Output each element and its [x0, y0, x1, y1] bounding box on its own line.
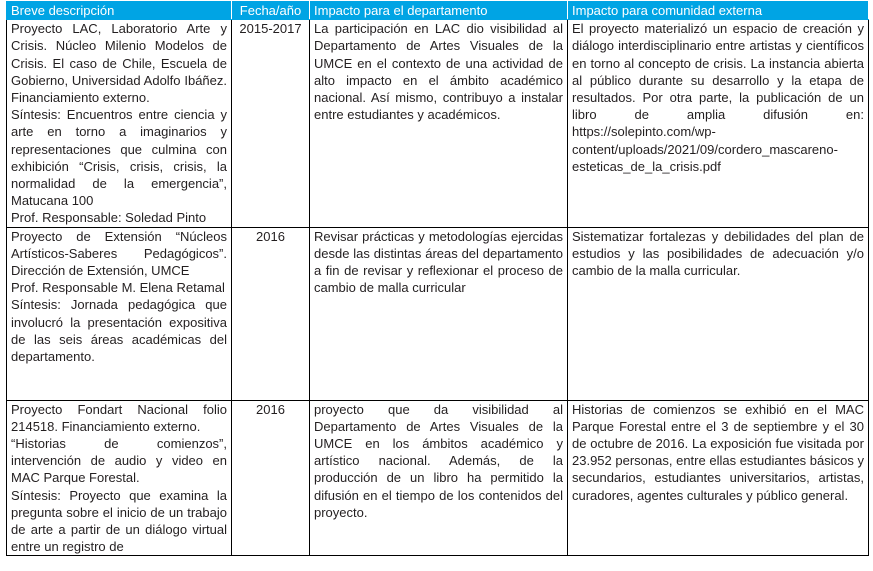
- date-cell: 2016: [232, 227, 310, 400]
- dept-impact-cell: Revisar prácticas y metodologías ejercidas desde las distintas áreas del departamento a fin de revisar y reflexionar el proceso de cambio de malla curricular: [310, 227, 568, 400]
- ext-impact-cell: Historias de comienzos se exhibió en el MAC Parque Forestal entre el 3 de septiembre y el 30 de octubre de 2016. La exposición fue visitada por 23.952 personas, entre ellas estudiantes básicos y secundarios, estudiantes universitarios, artistas, curadores, agentes culturales y público general.: [568, 400, 869, 556]
- header-description: Breve descripción: [7, 2, 232, 20]
- description-paragraph: “Historias de comienzos”, intervención de audio y video en MAC Parque Forestal.: [11, 436, 227, 486]
- header-ext-impact: Impacto para comunidad externa: [568, 2, 869, 20]
- description-paragraph: Proyecto LAC, Laboratorio Arte y Crisis. Núcleo Milenio Modelos de Crisis. El caso de Chile, Escuela de Gobierno, Universidad Adolfo Ibáñez. Financiamiento externo.: [11, 21, 227, 106]
- header-date: Fecha/año: [232, 2, 310, 20]
- ext-impact-cell: Sistematizar fortalezas y debilidades del plan de estudios y las posibilidades de adecuación y/o cambio de la malla curricular.: [568, 227, 869, 400]
- date-cell: 2016: [232, 400, 310, 556]
- ext-impact-cell: El proyecto materializó un espacio de creación y diálogo interdisciplinario entre artistas y científicos en torno al concepto de crisis. La instancia abierta al público durante su desarrollo y la etapa de resultados. Por otra parte, la publicación de un libro de amplia difusión en: https://solepinto.com/wp-content/uploads/2021/09/cordero_mascareno-esteticas_de_la_crisis.pdf: [568, 20, 869, 227]
- description-paragraph: Proyecto Fondart Nacional folio 214518. Financiamiento externo.: [11, 401, 227, 434]
- description-paragraph: Síntesis: Jornada pedagógica que involucró la presentación expositiva de las seis áreas académicas del departamento.: [11, 297, 227, 365]
- table-row: [7, 227, 869, 400]
- description-cell: [7, 227, 232, 400]
- description-cell: [7, 20, 232, 227]
- description-paragraph: Prof. Responsable: Soledad Pinto: [11, 210, 207, 226]
- date-cell: 2015-2017: [232, 20, 310, 227]
- description-paragraph: Prof. Responsable M. Elena Retamal: [11, 280, 225, 296]
- description-cell: [7, 400, 232, 556]
- table-header-row: [7, 2, 869, 20]
- dept-impact-cell: La participación en LAC dio visibilidad al Departamento de Artes Visuales de la UMCE en el contexto de una actividad de alto impacto en el ámbito académico nacional. Así mismo, contribuyo a instalar entre estudiantes y académicos.: [310, 20, 568, 227]
- projects-table: [6, 1, 869, 556]
- table-row: [7, 20, 869, 227]
- description-paragraph: Síntesis: Encuentros entre ciencia y arte en torno a imaginarios y representaciones que culmina con exhibición “Crisis, crisis, crisis, la normalidad de la emergencia”, Matucana 100: [11, 107, 227, 209]
- table-row: [7, 400, 869, 556]
- header-dept-impact: Impacto para el departamento: [310, 2, 568, 20]
- description-paragraph: Proyecto de Extensión “Núcleos Artísticos-Saberes Pedagógicos”. Dirección de Extensión, UMCE: [11, 228, 227, 279]
- description-paragraph: Síntesis: Proyecto que examina la pregunta sobre el inicio de un trabajo de arte a partir de un diálogo virtual entre un registro de: [11, 487, 227, 555]
- dept-impact-cell: proyecto que da visibilidad al Departamento de Artes Visuales de la UMCE en los ámbitos académico y artístico nacional. Además, de la producción de un libro ha permitido la difusión en el tiempo de los contenidos del proyecto.: [310, 400, 568, 556]
